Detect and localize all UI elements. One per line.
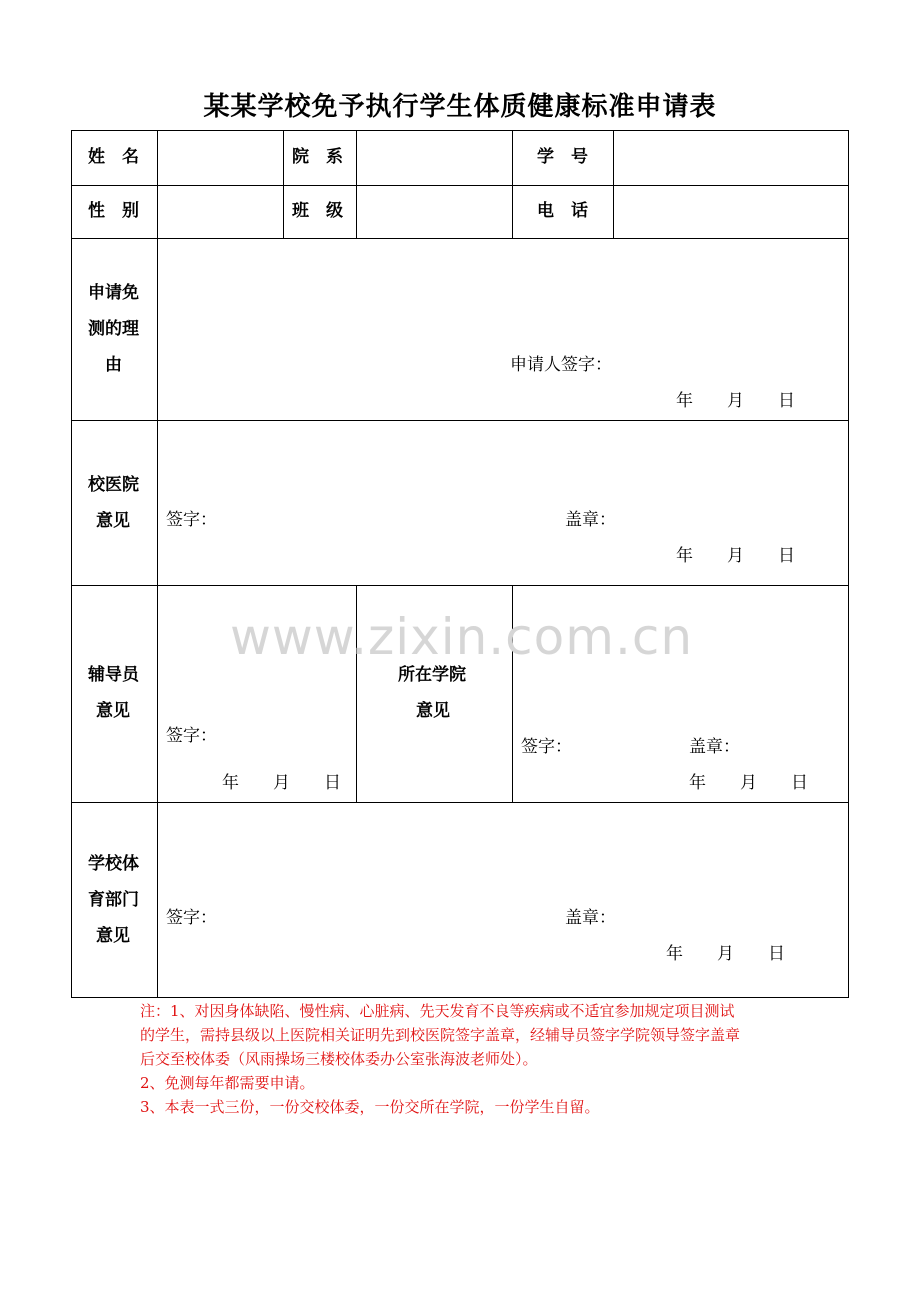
label-column-divider bbox=[157, 130, 158, 998]
department-label: 院 系 bbox=[292, 147, 343, 167]
gender-field[interactable] bbox=[158, 186, 283, 238]
applicant-signature-label: 申请人签字： bbox=[510, 355, 612, 375]
class-label: 班 级 bbox=[292, 201, 343, 221]
college-date: 年 月 日 bbox=[689, 773, 808, 793]
note-line: 后交至校体委（风雨操场三楼校体委办公室张海波老师处）。 bbox=[140, 1050, 538, 1068]
clinic-label-line: 意见 bbox=[96, 511, 130, 531]
counselor-label-line: 辅导员 bbox=[88, 665, 139, 685]
sports-label-line: 学校体 bbox=[88, 854, 139, 874]
table-border-right bbox=[848, 130, 849, 998]
note-line: 的学生，需持县级以上医院相关证明先到校医院签字盖章，经辅导员签字学院领导签字盖章 bbox=[140, 1026, 741, 1044]
student-id-field[interactable] bbox=[614, 131, 848, 185]
college-signature-label: 签字： bbox=[521, 737, 572, 757]
note-line: 3、本表一式三份，一份交校体委，一份交所在学院，一份学生自留。 bbox=[140, 1098, 600, 1116]
college-seal-label: 盖章： bbox=[689, 737, 740, 757]
clinic-label-line: 校医院 bbox=[88, 475, 139, 495]
phone-field[interactable] bbox=[614, 186, 848, 238]
clinic-signature-label: 签字： bbox=[166, 510, 217, 530]
column-divider bbox=[283, 130, 284, 239]
clinic-seal-label: 盖章： bbox=[565, 510, 616, 530]
sports-signature-label: 签字： bbox=[166, 908, 217, 928]
note-line: 注：1、对因身体缺陷、慢性病、心脏病、先天发育不良等疾病或不适宜参加规定项目测试 bbox=[140, 1002, 735, 1020]
name-field[interactable] bbox=[158, 131, 283, 185]
class-field[interactable] bbox=[357, 186, 512, 238]
sports-label-line: 育部门 bbox=[88, 890, 139, 910]
counselor-signature-label: 签字： bbox=[166, 726, 217, 746]
row-divider bbox=[71, 802, 849, 803]
college-label-line: 意见 bbox=[416, 701, 450, 721]
gender-label: 性 别 bbox=[88, 201, 139, 221]
table-border-left bbox=[71, 130, 72, 998]
reason-label-line: 申请免 bbox=[88, 283, 139, 303]
department-field[interactable] bbox=[357, 131, 512, 185]
reason-label-line: 测的理 bbox=[88, 319, 139, 339]
sports-seal-label: 盖章： bbox=[565, 908, 616, 928]
watermark: www.zixin.com.cn bbox=[230, 608, 694, 666]
row-divider bbox=[71, 420, 849, 421]
sports-date: 年 月 日 bbox=[666, 944, 785, 964]
name-label: 姓 名 bbox=[88, 147, 139, 167]
sports-label-line: 意见 bbox=[96, 926, 130, 946]
phone-label: 电 话 bbox=[537, 201, 588, 221]
counselor-date: 年 月 日 bbox=[222, 773, 341, 793]
reason-label-line: 由 bbox=[105, 355, 122, 375]
note-line: 2、免测每年都需要申请。 bbox=[140, 1074, 315, 1092]
reason-date: 年 月 日 bbox=[676, 391, 795, 411]
counselor-label-line: 意见 bbox=[96, 701, 130, 721]
column-divider bbox=[512, 130, 513, 239]
form-title: 某某学校免予执行学生体质健康标准申请表 bbox=[203, 92, 717, 122]
college-label-line: 所在学院 bbox=[398, 665, 466, 685]
clinic-date: 年 月 日 bbox=[676, 546, 795, 566]
row-divider bbox=[71, 238, 849, 239]
student-id-label: 学 号 bbox=[537, 147, 588, 167]
row-divider bbox=[71, 585, 849, 586]
